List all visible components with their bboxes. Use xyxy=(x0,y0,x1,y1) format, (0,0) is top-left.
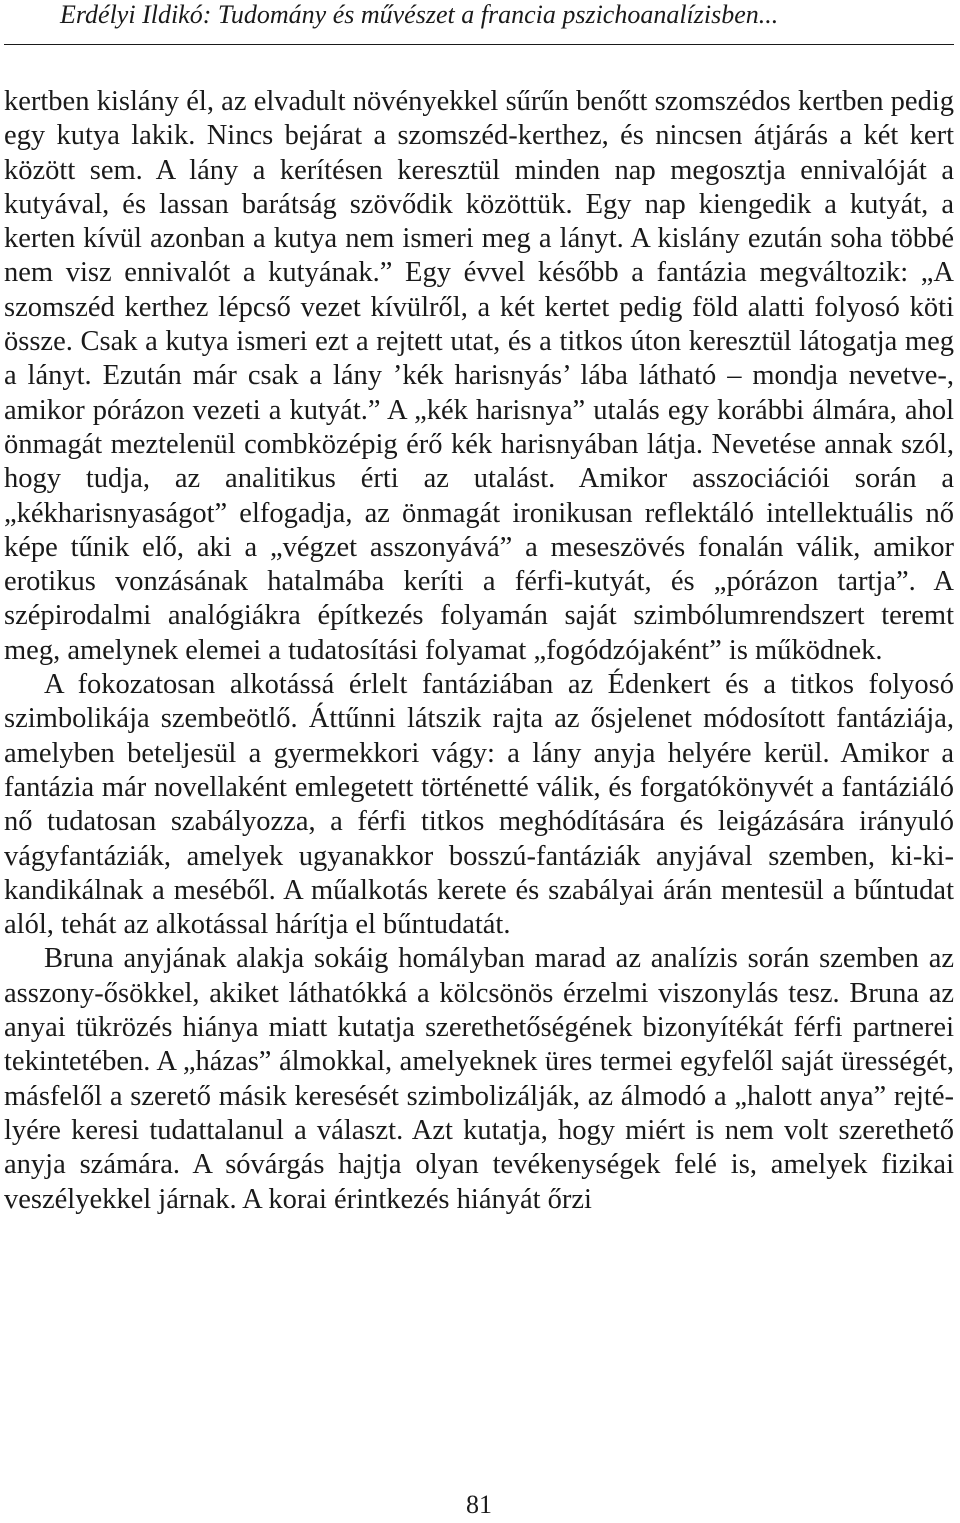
running-header xyxy=(4,0,954,45)
running-header-title: Erdélyi Ildikó: Tudomány és művészet a francia pszichoanalízisben... xyxy=(60,0,779,29)
page-number: 81 xyxy=(466,1490,492,1519)
body-text xyxy=(4,85,954,1217)
paragraph-continued: kertben kislány él, az elvadult növényekkel sűrűn benőtt szomszédos kertben pedig egy kutya lakik. Nincs bejárat a szomszéd-kerthez, és nincsen átjárás a két kert között sem. A lány a kerítésen keresztül minden nap megosztja ennivalóját a kutyával, és lassan barátság szövődik közöttük. Egy nap kiengedik a kutyát, a kerten kívül azonban a kutya nem ismeri meg a lányt. A kislány ezután soha többé nem visz ennivalót a kutyának.” Egy évvel később a fantázia megváltozik: „A szomszéd kerthez lépcső vezet kívülről, a két kertet pedig föld alatti folyosó köti össze. Csak a kutya ismeri ezt a rejtett utat, és a titkos úton keresztül látogatja meg a lányt. Ezután már csak a lány ’kék harisnyás’ lába látható – mondja nevetve-, amikor pórázon vezeti a kutyát.” A „kék harisnya” utalás egy korábbi álmára, ahol önmagát meztelenül combközépig érő kék harisnyában látja. Nevetése annak szól, hogy tudja, az analitikus érti az utalást. Amikor asszociációi során a „kékharisnyaságot” elfogadja, az önmagát ironikusan reflektáló intellektuális nő képe tűnik elő, aki a „végzet asszonyává” a meseszövés fonalán válik, amikor erotikus vonzásának hatalmába keríti a férfi-kutyát, és „pórázon tartja”. A szépirodalmi analógiákra építkezés folyamán saját szimbólumrendszert teremt meg, amelynek elemei a tudatosítási folyamat „fogódzójaként” is működnek. xyxy=(4,86,954,666)
paragraph: Bruna anyjának alakja sokáig homályban marad az analízis során szemben az asszony-ősökkel, akiket láthatókká a kölcsönös érzelmi viszonylás tesz. Bruna az anyai tükrözés hiánya miatt kutatja szerethetőségének bizonyítékát férfi partnerei tekintetében. A „házas” álmokkal, amelyeknek üres termei egyfelől saját ürességét, másfelől a szerető másik keresését szimbolizálják, az álmodó a „halott anya” rejtélyére keresi tudattalanul a választ. Azt kutatja, hogy miért is nem volt szerethető anyja számára. A sóvárgás hajtja olyan tevékenységek felé is, amelyek fizikai veszélyekkel járnak. A korai érintkezés hiányát őrzi xyxy=(4,943,954,1215)
paragraph: A fokozatosan alkotássá érlelt fantáziában az Édenkert és a titkos folyosó szimbolikája szembeötlő. Áttűnni látszik rajta az ősjelenet módosított fantáziája, amelyben beteljesül a gyermekkori vágy: a lány anyja helyére kerül. Amikor a fantázia már novellaként emlegetett történetté válik, és forgatókönyvét a fantáziáló nő tudatosan szabályozza, a férfi titkos meghódítására és leigázására irányuló vágyfantáziák, amelyek ugyanakkor bosszú-fantáziák anyjával szemben, ki-kikandikálnak a meséből. A műalkotás kerete és szabályai árán mentesül a bűntudat alól, tehát az alkotással hárítja el bűntudatát. xyxy=(4,669,954,941)
document-page xyxy=(4,0,954,1523)
